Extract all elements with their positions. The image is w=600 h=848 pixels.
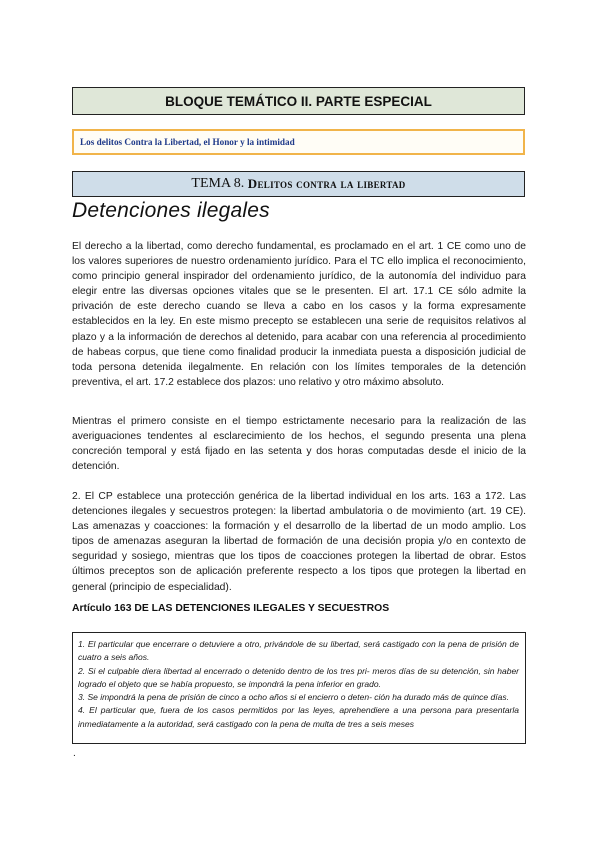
section-subtitle-box xyxy=(72,129,525,155)
article-item: 4. El particular que, fuera de los casos permitidos por las leyes, aprehendiere a una persona para presentarla inmediatamente a la autoridad, será castigado con la pena de multa de tres a seis meses xyxy=(78,705,519,729)
section-subtitle: Los delitos Contra la Libertad, el Honor y la intimidad xyxy=(80,137,295,147)
paragraph-proteccion: 2. El CP establece una protección genérica de la libertad individual en los arts. 163 a 172. Las detenciones ilegales y secuestros protegen: la libertad ambulatoria o de movimiento (art. 19 CE). Las amenazas y coacciones: la formación y el desarrollo de la libertad de un modo amplio. Los tipos de amenazas aseguran la libertad de formación de una decisión propia y/o en contexto de seguridad y sosiego, mientras que los tipos de coacciones protegen la libertad de obrar. Estos últimos preceptos son de aplicación preferente respecto a los tipos que protegen la libertad en general (principio de especialidad). xyxy=(72,491,526,593)
tema-name: Delitos contra la libertad xyxy=(247,176,406,191)
article-heading: Artículo 163 DE LAS DETENCIONES ILEGALES Y SECUESTROS xyxy=(72,603,390,614)
tema-number: TEMA 8. xyxy=(191,176,245,191)
tema-header xyxy=(72,171,525,197)
trailing-mark: . xyxy=(73,748,76,759)
bloque-tematico-header xyxy=(72,87,525,115)
bloque-tematico-title: BLOQUE TEMÁTICO II. PARTE ESPECIAL xyxy=(165,93,432,109)
page-title: Detenciones ilegales xyxy=(72,199,270,222)
article-text-box xyxy=(72,632,526,744)
paragraph-intro: El derecho a la libertad, como derecho fundamental, es proclamado en el art. 1 CE como uno de los valores superiores de nuestro ordenamiento jurídico. Para el TC ello implica el reconocimiento, como principio general inspirador del ordenamiento jurídico, de la autonomía del individuo para elegir entre las diversas opciones vitales que se le presenten. El art. 17.1 CE sólo admite la privación de este derecho cuando se lleva a cabo en los casos y la forma expresamente establecidos en la ley. En este mismo precepto se establecen una serie de requisitos relativos al plazo y a la información de derechos al detenido, para acabar con una referencia al procedimiento de habeas corpus, que tiene como finalidad producir la inmediata puesta a disposición judicial de toda persona detenida ilegalmente. En relación con los límites temporales de la detención preventiva, el art. 17.2 establece dos plazos: uno relativo y otro máximo absoluto. xyxy=(72,241,526,388)
article-item: 2. Si el culpable diera libertad al encerrado o detenido dentro de los tres pri- meros días de su detención, sin haber logrado el objeto que se había propuesto, se impondrá la pena inferior en grado. xyxy=(78,665,519,689)
article-item: 1. El particular que encerrare o detuviere a otro, privándole de su libertad, será castigado con la pena de prisión de cuatro a seis años. xyxy=(78,639,519,663)
paragraph-plazos: Mientras el primero consiste en el tiempo estrictamente necesario para la realización de las averiguaciones tendentes al esclarecimiento de los hechos, el segundo presenta una plena concreción temporal y está fijado en las setenta y dos horas computadas desde el inicio de la detención. xyxy=(72,416,526,473)
article-item: 3. Se impondrá la pena de prisión de cinco a ocho años si el encierro o deten- ción ha durado más de quince días. xyxy=(78,692,509,703)
